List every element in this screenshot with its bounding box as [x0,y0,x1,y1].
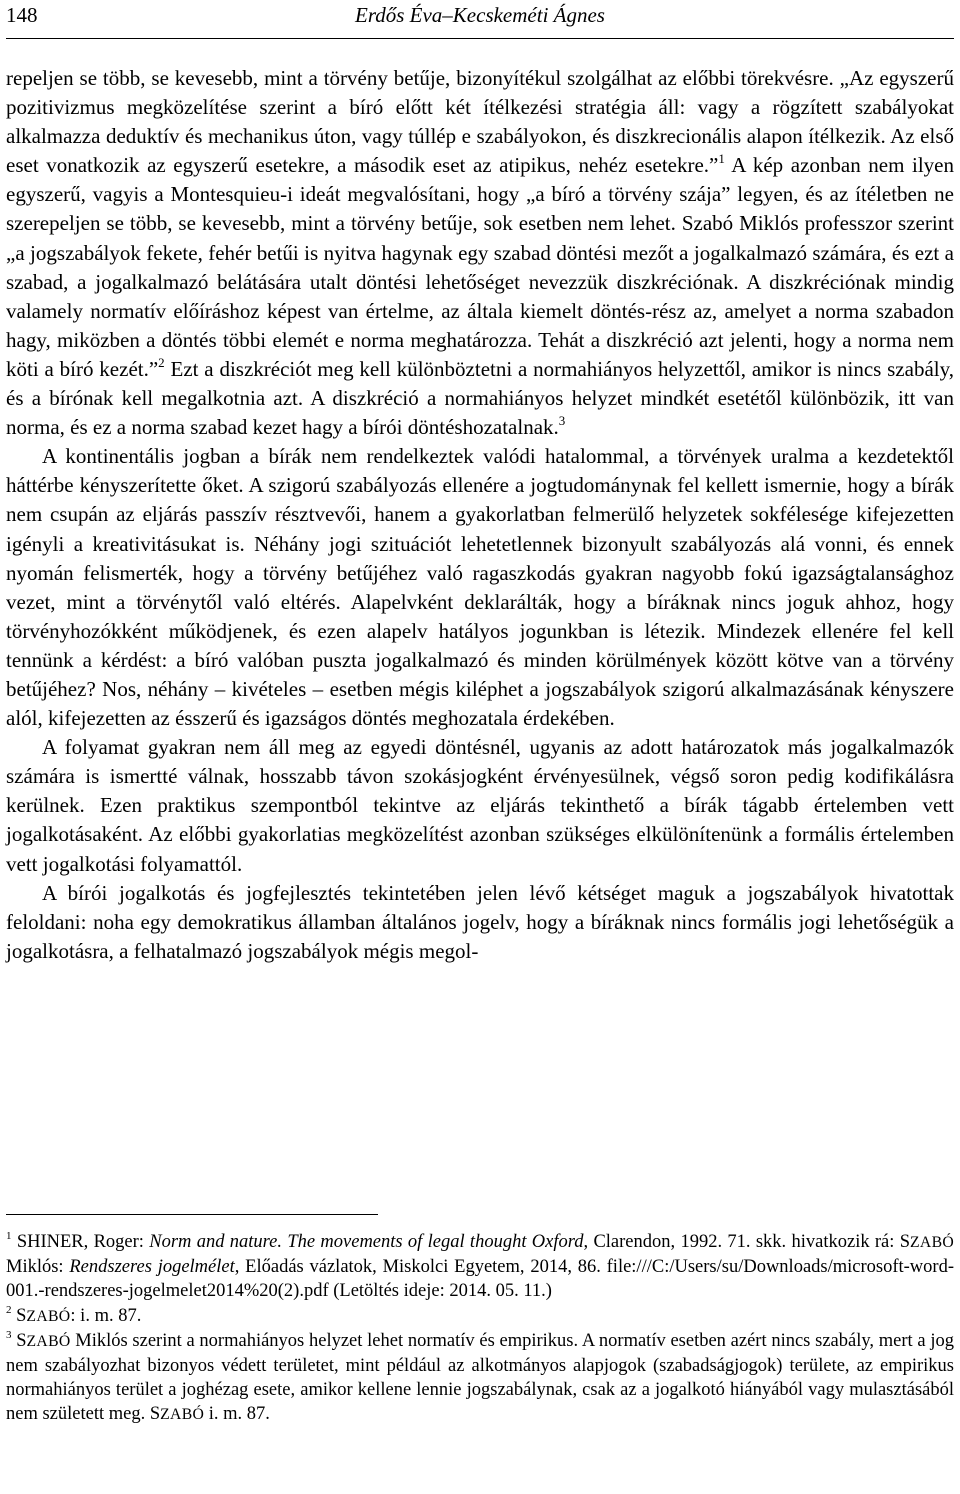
paragraph-1 [6,64,954,442]
footnote-separator [6,1214,378,1215]
page-number: 148 [6,3,38,27]
paragraph-1-part-a: repeljen se több, se kevesebb, mint a törvény betűje, bizonyítékul szolgálhat az előbbi törekvésre. „Az egyszerű pozitivizmus megközelítése szerint a bíró előtt két ítélkezési stratégia áll: vagy a rögzített szabályokat alkalmazza deduktív és mechanikus úton, vagy túllép e szabályokon, és diszkrecionális alapon ítélkezik. Az első eset vonatkozik az egyszerű esetekre, a második eset az atipikus, nehéz esetekre.” [6,66,954,178]
paragraph-1-part-c: Ezt a diszkréciót meg kell különböztetni a normahiányos helyzettől, amikor is nincs szabály, és a bírónak kell megalkotnia azt. A diszkréció a normahiányos helyzet mindkét esetétől különbözik, itt van norma, és ez a norma szabad kezet hagy a bírói döntéshozatalnak. [6,356,954,440]
footnote-3-text-2: i. m. 87. [204,1404,270,1425]
footnote-1-author: SHINER, Roger: [11,1232,150,1252]
footnote-1-text-3: , Előadás vázlatok, Miskolci Egyetem, 2014, 86. file:///C:/Users/su/Downloads/microsoft-word-001.-rendszeres-jogelmelet2014%20(2).pdf (Letöltés ideje: 2014. 05. 11.) [6,1257,954,1302]
footnote-2-text: : i. m. 87. [70,1305,142,1326]
paragraph-1-part-b: A kép azonban nem ilyen egyszerű, vagyis a Montesquieu-i ideát megvalósítani, hogy „a bíró a törvény szája” legyen, és az ítéletben ne szerepeljen se több, se kevesebb, mint a törvény betűje, sok esetben nem lehet. Szabó Miklós professzor szerint „a jogszabályok fekete, fehér betűi is nyitva hagynak egy szabad döntési mezőt a jogalkalmazó számára, és ezt a szabad, a jogalkalmazó belátására utalt döntési lehetőséget nevezzük diszkréciónak. A diszkréciónak mindig valamely normatív előíráshoz képest van értelme, az általa kiemelt döntés-rész az, amelyet a norma szabadon hagy, miközben a döntés többi elemét e norma meghatározza. Tehát a diszkréció azt jelenti, hogy a norma nem köti a bíró kezét.” [6,153,954,381]
paragraph-2: A kontinentális jogban a bírák nem rendelkeztek valódi hatalommal, a törvények uralma a kezdetektől háttérbe kényszerítette őket. A szigorú szabályozás ellenére a jogtudománynak fel kellett ismernie, hogy a bírák nem csupán az eljárás passzív résztvevői, hanem a gyakorlatban felmerülő helyzetek sokfélesége kifejezetten igényli a kreativitásukat is. Néhány jogi szituációt lehetetlennek bizonyult szabályozás alá vonni, és ennek nyomán felismerték, hogy a törvény betűjéhez való ragaszkodás gyakran nagyobb fokú igazságtalansághoz vezet, mint a törvénytől való eltérés. Alapelvként deklarálták, hogy a bíráknak nincs joguk ahhoz, hogy törvényhozókként működjenek, és ezen alapelv hatályos jogunkban is létezik. Mindezek ellenére fel kell tennünk a kérdést: a bíró valóban puszta jogalkalmazó és minden körülmények között kötve van a törvény betűjéhez? Nos, néhány – kivételes – esetben mégis kiléphet a jogszabályok szigorú alkalmazásának kényszere alól, kifejezetten az ésszerű és igazságos döntés meghozatala érdekében. [6,444,954,731]
footnote-ref-2[interactable]: 2 [158,354,165,370]
paragraph-3: A folyamat gyakran nem áll meg az egyedi döntésnél, ugyanis az adott határozatok más jogalkalmazók számára is ismertté válnak, hosszabb távon szokásjogként érvényesülnek, végső soron pedig kodifikálásra kerülnek. Ezen praktikus szempontból tekintve az eljárás tekinthető a bírák tágabb értelemben vett jogalkotásaként. Az előbbi gyakorlatias megközelítést azonban szükséges elkülönítenünk a formális értelemben vett jogalkotási folyamattól. [6,735,954,876]
footnote-3-text: Miklós szerint a normahiányos helyzet lehet normatív és empirikus. A normatív esetben azért nincs szabály, mert a jog nem szabályozhat bizonyos védett területet, mint például az alkotmányos alapjogok (szabadságjogok) területe, az empirikus normahiányos terület a joghézag esete, amikor kellene lennie jogszabálynak, csak az a jogalkotó hiányából vagy mulasztásából nem született meg. S [6,1330,954,1425]
footnote-2-smallcaps: ZABÓ [26,1307,71,1325]
footnote-3 [6,1329,954,1428]
footnote-1-marker: 1 [6,1230,12,1242]
footnote-2-marker: 2 [6,1303,12,1316]
footnote-1-title: Norm and nature. The movements of legal thought Oxford [149,1232,584,1252]
footnote-3-smallcaps: ZABÓ [26,1332,71,1350]
footnote-1-text-1: , Clarendon, 1992. 71. skk. hivatkozik rá: S [583,1232,911,1252]
footnote-ref-1[interactable]: 1 [718,151,725,167]
footnotes [6,1230,954,1428]
footnote-2-s: S [11,1305,27,1326]
page-header [6,0,954,39]
footnote-ref-3[interactable]: 3 [558,413,566,429]
footnote-2 [6,1304,954,1329]
paragraph-4: A bírói jogalkotás és jogfejlesztés tekintetében jelen lévő kétséget maguk a jogszabályok hivatottak feloldani: noha egy demokratikus államban általános jogelv, hogy a bíráknak nincs formális jogi lehetőségük a jogalkotásra, a felhatalmazó jogszabályok mégis megol- [6,880,954,963]
footnote-3-marker: 3 [6,1328,12,1341]
body-text [6,64,954,966]
footnote-1-smallcaps: ZABÓ [910,1234,955,1251]
footnote-1 [6,1230,954,1304]
footnote-3-smallcaps-2: ZABÓ [160,1406,205,1424]
footnote-1-text-2: Miklós: [6,1257,70,1278]
footnote-3-s: S [11,1330,27,1351]
running-title: Erdős Éva–Kecskeméti Ágnes [355,3,605,27]
footnote-1-title-2: Rendszeres jogelmélet [69,1257,235,1278]
